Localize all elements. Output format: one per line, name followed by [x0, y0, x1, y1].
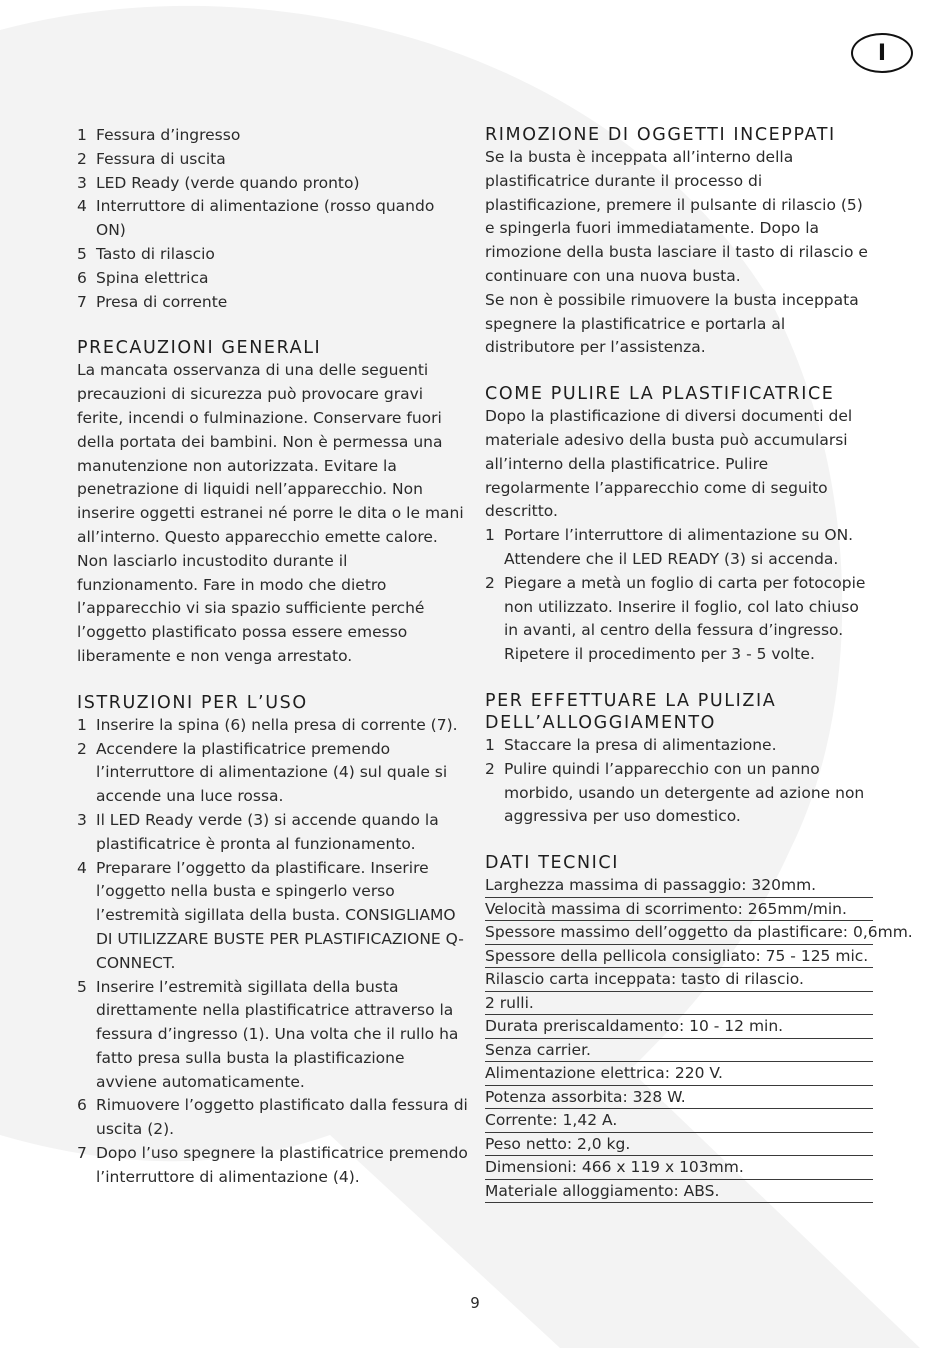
list-item: [77, 291, 469, 315]
list-item: [485, 734, 875, 758]
list-text: Preparare l’oggetto da plastificare. Inserire l’oggetto nella busta e spingerlo verso l’estremità sigillata della busta. CONSIGLIAMO DI UTILIZZARE BUSTE PER PLASTIFICAZIONE Q-CONNECT.: [96, 858, 464, 972]
tech-data-row: Senza carrier.: [485, 1039, 873, 1063]
list-item: [77, 714, 469, 738]
parts-list: [77, 124, 469, 314]
tech-data-row: 2 rulli.: [485, 992, 873, 1016]
list-item: [77, 1142, 469, 1190]
jam-removal-text-2: Se non è possibile rimuovere la busta inceppata spegnere la plastificatrice e portarla al distributore per l’assistenza.: [485, 290, 859, 357]
list-item: [77, 267, 469, 291]
list-item: [77, 976, 469, 1095]
list-text: Inserire la spina (6) nella presa di corrente (7).: [96, 715, 458, 734]
tech-data-row: Dimensioni: 466 x 119 x 103mm.: [485, 1156, 873, 1180]
list-number: 3: [77, 173, 87, 192]
list-item: [485, 524, 875, 572]
list-text: Rimuovere l’oggetto plastificato dalla fessura di uscita (2).: [96, 1096, 468, 1139]
list-number: 6: [77, 1096, 87, 1115]
housing-cleaning-heading: [485, 690, 875, 734]
list-number: 1: [77, 715, 87, 734]
list-text: Inserire l’estremità sigillata della busta direttamente nella plastificatrice attraverso la fessura d’ingresso (1). Una volta che il rullo ha fatto presa sulla busta la plastificazione avviene automaticamente.: [96, 977, 459, 1091]
list-text: Portare l’interruttore di alimentazione su ON. Attendere che il LED READY (3) si accenda.: [504, 526, 854, 568]
list-text: Piegare a metà un foglio di carta per fotocopie non utilizzato. Inserire il foglio, col lato chiuso in avanti, al centro della fessura d’ingresso. Ripetere il procedimento per 3 - 5 volte.: [504, 573, 866, 664]
instructions-heading: ISTRUZIONI PER L’USO: [77, 692, 308, 713]
instructions-list: [77, 714, 469, 1190]
list-item: [77, 148, 469, 172]
tech-data-row: Rilascio carta inceppata: tasto di rilascio.: [485, 968, 873, 992]
list-text: Spina elettrica: [96, 268, 209, 287]
language-badge-label: I: [877, 40, 887, 66]
list-number: 5: [77, 977, 87, 996]
precautions-text: La mancata osservanza di una delle seguenti precauzioni di sicurezza può provocare gravi ferite, incendi o fulminazione. Conservare fuori della portata dei bambini. Non è permessa una manutenzione non autorizzata. Evitare la penetrazione di liquidi nell’apparecchio. Non inserire oggetti estranei né porre le dita o le mani all’interno. Questo apparecchio emette calore. Non lasciarlo incustodito durante il funzionamento. Fare in modo che dietro l’apparecchio vi sia spazio sufficiente perché l’oggetto plastificato possa essere emesso liberamente e non venga arrestato.: [77, 361, 464, 665]
tech-data-row: Larghezza massima di passaggio: 320mm.: [485, 874, 873, 898]
tech-data-row: Spessore della pellicola consigliato: 75 - 125 mic.: [485, 945, 873, 969]
list-number: 2: [77, 149, 87, 168]
list-number: 5: [77, 244, 87, 263]
tech-data-row: Corrente: 1,42 A.: [485, 1109, 873, 1133]
list-item: [77, 738, 469, 809]
right-column: [485, 124, 913, 1203]
tech-data-row: Alimentazione elettrica: 220 V.: [485, 1062, 873, 1086]
list-item: [77, 195, 469, 243]
tech-data-row: Spessore massimo dell’oggetto da plastificare: 0,6mm.: [485, 921, 873, 945]
list-number: 1: [77, 126, 87, 144]
list-item: [485, 572, 875, 667]
list-number: 6: [77, 268, 87, 287]
list-number: 7: [77, 292, 87, 311]
list-text: Accendere la plastificatrice premendo l’interruttore di alimentazione (4) sul quale si accende una luce rossa.: [96, 739, 448, 806]
list-item: [77, 809, 469, 857]
list-number: 7: [77, 1144, 87, 1163]
precautions-heading: PRECAUZIONI GENERALI: [77, 338, 322, 359]
list-item: [77, 124, 469, 148]
list-text: LED Ready (verde quando pronto): [96, 173, 360, 192]
cleaning-list: [485, 524, 875, 667]
jam-removal-text: Se la busta è inceppata all’interno della plastificatrice durante il processo di plastificazione, premere il pulsante di rilascio (5) e spingerla fuori immediatamente. Dopo la rimozione della busta lasciare il tasto di rilascio e continuare con una nuova busta.: [485, 148, 868, 285]
tech-data-row: Durata preriscaldamento: 10 - 12 min.: [485, 1015, 873, 1039]
list-text: Presa di corrente: [96, 292, 228, 311]
list-number: 2: [485, 573, 495, 592]
list-number: 3: [77, 810, 87, 829]
list-number: 2: [485, 759, 495, 778]
list-text: Il LED Ready verde (3) si accende quando la plastificatrice è pronta al funzionamento.: [96, 810, 439, 853]
page-number: 9: [470, 1294, 480, 1312]
list-number: 4: [77, 197, 87, 216]
jam-removal-heading: RIMOZIONE DI OGGETTI INCEPPATI: [485, 125, 836, 145]
tech-data-list: [485, 874, 913, 1203]
list-number: 1: [485, 526, 495, 545]
housing-cleaning-heading-line1: PER EFFETTUARE LA PULIZIA: [485, 690, 777, 711]
list-text: Fessura di uscita: [96, 149, 226, 168]
list-text: Dopo l’uso spegnere la plastificatrice premendo l’interruttore di alimentazione (4).: [96, 1144, 468, 1186]
tech-data-row: Peso netto: 2,0 kg.: [485, 1133, 873, 1157]
list-number: 4: [77, 858, 87, 877]
tech-data-row: Materiale alloggiamento: ABS.: [485, 1180, 873, 1204]
list-item: [77, 243, 469, 267]
tech-data-heading: DATI TECNICI: [485, 853, 619, 874]
cleaning-text: Dopo la plastificazione di diversi documenti del materiale adesivo della busta può accumularsi all’interno della plastificatrice. Pulire regolarmente l’apparecchio come di seguito descritto.: [485, 407, 853, 521]
tech-data-row: Velocità massima di scorrimento: 265mm/min.: [485, 898, 873, 922]
list-text: Fessura d’ingresso: [96, 126, 241, 144]
list-item: [77, 172, 469, 196]
list-item: [77, 1094, 469, 1142]
housing-cleaning-list: [485, 734, 875, 829]
list-number: 1: [485, 735, 495, 754]
list-number: 2: [77, 739, 87, 758]
housing-cleaning-heading-line2: DELL’ALLOGGIAMENTO: [485, 712, 716, 733]
list-item: [77, 857, 469, 976]
tech-data-row: Potenza assorbita: 328 W.: [485, 1086, 873, 1110]
list-text: Interruttore di alimentazione (rosso quando ON): [96, 197, 435, 240]
list-text: Pulire quindi l’apparecchio con un panno morbido, usando un detergente ad azione non aggressiva per uso domestico.: [504, 759, 865, 826]
cleaning-heading: COME PULIRE LA PLASTIFICATRICE: [485, 384, 835, 405]
language-badge: [851, 33, 913, 73]
list-text: Staccare la presa di alimentazione.: [504, 735, 777, 754]
list-item: [485, 758, 875, 829]
left-column: [77, 124, 469, 1190]
list-text: Tasto di rilascio: [96, 244, 215, 263]
